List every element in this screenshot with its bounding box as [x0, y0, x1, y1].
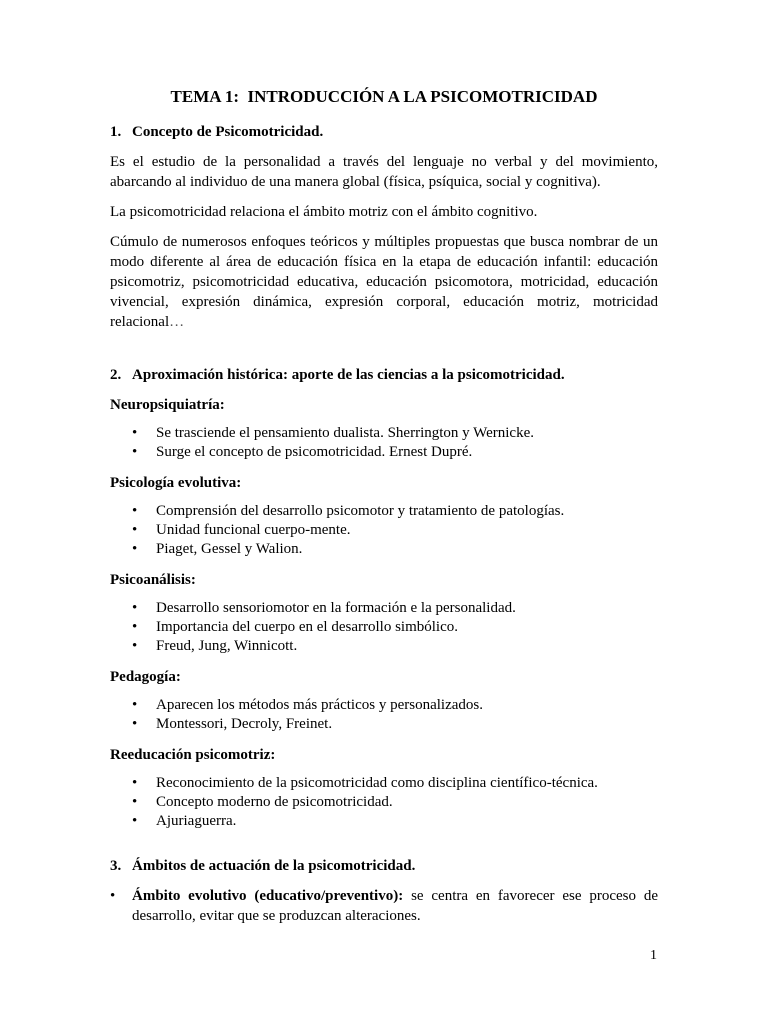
- section-1-heading: [110, 122, 658, 142]
- list-item: [110, 793, 658, 812]
- list-item-text: Surge el concepto de psicomotricidad. Ernest Dupré.: [156, 444, 473, 460]
- list-item: [110, 774, 658, 793]
- bullet-icon: •: [132, 697, 138, 713]
- section-3-number: 3.: [110, 858, 122, 874]
- list-item-text: Se trasciende el pensamiento dualista. Sherrington y Wernicke.: [156, 425, 534, 441]
- bullet-list: [110, 696, 658, 734]
- list-item: [110, 599, 658, 618]
- bullet-list: [110, 774, 658, 831]
- subsection-pedagogia: Pedagogía:: [110, 669, 181, 685]
- list-item: [110, 696, 658, 715]
- section-1-paragraph: La psicomotricidad relaciona el ámbito motriz con el ámbito cognitivo.: [110, 204, 538, 220]
- subsection-neuropsiquiatria: Neuropsiquiatría:: [110, 397, 225, 413]
- list-item: [110, 637, 658, 656]
- list-item: [110, 502, 658, 521]
- list-item: [110, 540, 658, 559]
- list-item-text: Importancia del cuerpo en el desarrollo simbólico.: [156, 619, 458, 635]
- list-item: [110, 715, 658, 734]
- section-2-number: 2.: [110, 367, 122, 383]
- list-item-text: Unidad funcional cuerpo-mente.: [156, 522, 351, 538]
- subsection-reeducacion-psicomotriz: Reeducación psicomotriz:: [110, 747, 276, 763]
- bullet-icon: •: [132, 444, 138, 460]
- bullet-icon: •: [132, 541, 138, 557]
- list-item: [110, 424, 658, 443]
- bullet-icon: •: [132, 425, 138, 441]
- ambito-term: Ámbito evolutivo (educativo/preventivo):: [132, 888, 404, 904]
- section-1-number: 1.: [110, 124, 122, 140]
- paragraph-text: Cúmulo de numerosos enfoques teóricos y múltiples propuestas que busca nombrar de un modo diferente al área de educación física en la etapa de educación infantil: educación psicomotriz, psicomotricidad educativa, educación psicomotora, motricidad, educación vivencial, expresión dinámica, expresión corporal, educación motriz, motricidad relacional: [110, 234, 658, 330]
- list-item-text: Concepto moderno de psicomotricidad.: [156, 794, 393, 810]
- section-2-title: Aproximación histórica: aporte de las ciencias a la psicomotricidad.: [132, 367, 565, 383]
- bullet-icon: •: [132, 522, 138, 538]
- section-3-title: Ámbitos de actuación de la psicomotricidad.: [132, 858, 416, 874]
- page-number: 1: [650, 948, 657, 963]
- document-page: [110, 86, 658, 926]
- bullet-list: [110, 502, 658, 559]
- bullet-icon: •: [132, 619, 138, 635]
- bullet-icon: •: [132, 813, 138, 829]
- list-item-text: Aparecen los métodos más prácticos y personalizados.: [156, 697, 483, 713]
- list-item: [110, 521, 658, 540]
- bullet-list: [110, 424, 658, 462]
- section-1-paragraph: Es el estudio de la personalidad a través del lenguaje no verbal y del movimiento, abarcando al individuo de una manera global (física, psíquica, social y cognitiva).: [110, 154, 658, 190]
- list-item: [110, 618, 658, 637]
- list-item: [106, 886, 658, 926]
- list-item: [110, 443, 658, 462]
- bullet-icon: •: [132, 638, 138, 654]
- bullet-icon: •: [132, 503, 138, 519]
- section-2-heading: [110, 365, 658, 385]
- ellipsis: …: [169, 314, 185, 330]
- subsection-psicoanalisis: Psicoanálisis:: [110, 572, 196, 588]
- bullet-icon: •: [132, 794, 138, 810]
- subsection-psicologia-evolutiva: Psicología evolutiva:: [110, 475, 242, 491]
- list-item-text: Comprensión del desarrollo psicomotor y tratamiento de patologías.: [156, 503, 565, 519]
- document-title: TEMA 1: INTRODUCCIÓN A LA PSICOMOTRICIDAD: [170, 87, 598, 106]
- list-item: [110, 812, 658, 831]
- bullet-icon: •: [132, 775, 138, 791]
- bullet-icon: •: [132, 600, 138, 616]
- section-1-title: Concepto de Psicomotricidad.: [132, 124, 324, 140]
- list-item-text: Desarrollo sensoriomotor en la formación e la personalidad.: [156, 600, 516, 616]
- list-item-text: Ajuriaguerra.: [156, 813, 237, 829]
- ambito-description: se centra en favorecer ese proceso de desarrollo, evitar que se produzcan alteraciones.: [132, 888, 658, 924]
- section-1-paragraph: [110, 232, 658, 332]
- list-item-text: Montessori, Decroly, Freinet.: [156, 716, 333, 732]
- bullet-icon: •: [132, 716, 138, 732]
- list-item-text: Reconocimiento de la psicomotricidad como disciplina científico-técnica.: [156, 775, 598, 791]
- bullet-icon: •: [110, 888, 116, 904]
- section-3-heading: [110, 856, 658, 876]
- bullet-list: [110, 599, 658, 656]
- list-item-text: Piaget, Gessel y Walion.: [156, 541, 303, 557]
- list-item-text: Freud, Jung, Winnicott.: [156, 638, 298, 654]
